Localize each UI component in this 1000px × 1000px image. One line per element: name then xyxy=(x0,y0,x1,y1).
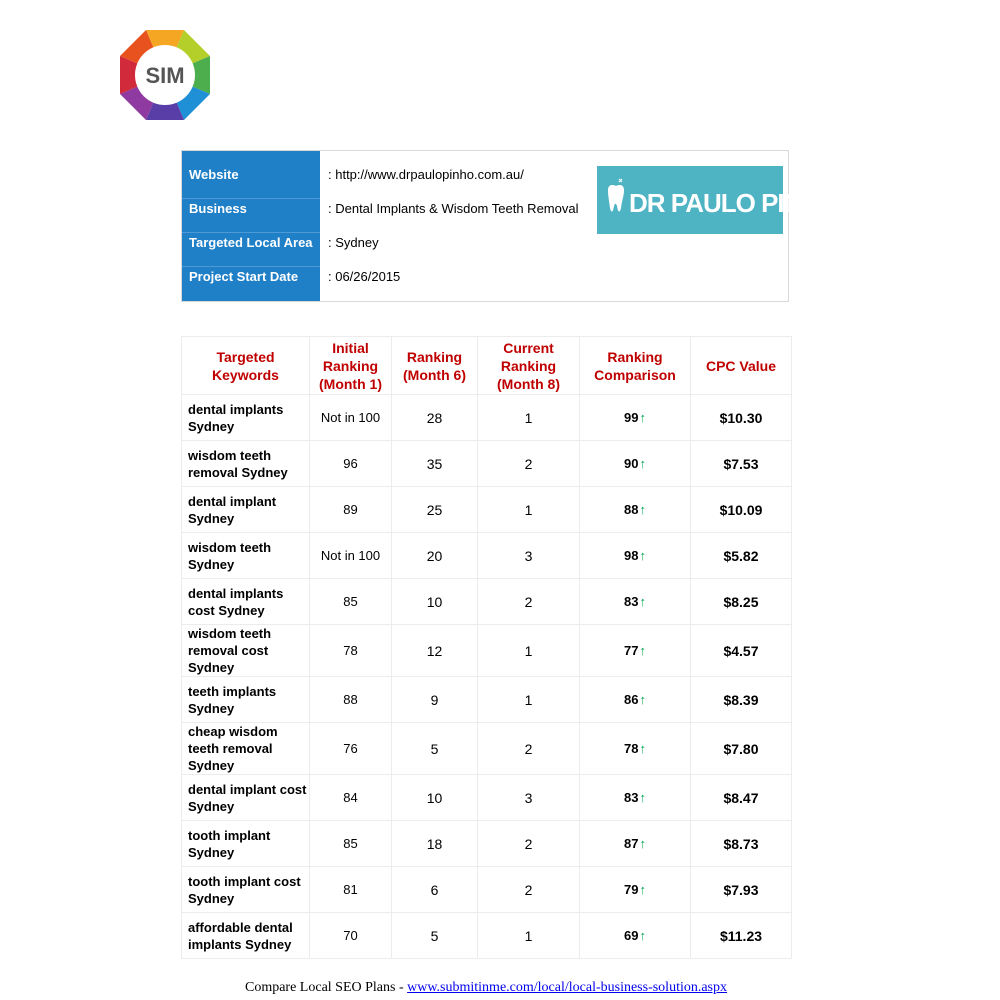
month6-ranking-text: 18 xyxy=(426,835,443,852)
cpc-value-cell xyxy=(691,395,792,441)
ranking-comparison-text: 83 xyxy=(624,790,639,805)
table-row xyxy=(182,579,792,625)
current-ranking-text: 1 xyxy=(524,927,533,944)
cpc-value-text: $10.09 xyxy=(719,501,763,518)
cpc-value-text: $8.73 xyxy=(723,835,759,852)
month6-ranking-text: 5 xyxy=(430,740,439,757)
ranking-comparison-cell xyxy=(580,533,691,579)
cpc-value-text: $8.47 xyxy=(723,789,759,806)
ranking-comparison-cell xyxy=(580,579,691,625)
ranking-comparison-text: 77 xyxy=(624,643,639,658)
initial-ranking-text: 88 xyxy=(343,692,358,707)
info-label-area: Targeted Local Area xyxy=(189,235,313,250)
up-arrow-icon: ↑ xyxy=(639,741,646,756)
info-value-website[interactable]: : http://www.drpaulopinho.com.au/ xyxy=(328,167,524,182)
ranking-comparison-text: 78 xyxy=(624,741,639,756)
month6-ranking-cell xyxy=(392,723,478,775)
cpc-value-cell xyxy=(691,533,792,579)
initial-ranking-text: 84 xyxy=(343,790,358,805)
month6-ranking-text: 25 xyxy=(426,501,443,518)
cpc-value-text: $10.30 xyxy=(719,409,763,426)
cpc-value-cell xyxy=(691,867,792,913)
info-value-start-date: : 06/26/2015 xyxy=(328,269,401,284)
cpc-value-text: $11.23 xyxy=(719,927,763,944)
current-ranking-text: 1 xyxy=(524,501,533,518)
keyword-text: dental implant Sydney xyxy=(188,493,277,526)
current-ranking-text: 2 xyxy=(524,835,533,852)
keyword-text: cheap wisdom teeth removal Sydney xyxy=(188,724,278,773)
keyword-text: dental implant cost Sydney xyxy=(188,781,307,814)
month6-ranking-cell xyxy=(392,487,478,533)
keyword-text: affordable dental implants Sydney xyxy=(188,919,293,952)
info-divider xyxy=(182,232,320,233)
month6-ranking-text: 5 xyxy=(430,927,439,944)
info-label-business: Business xyxy=(189,201,247,216)
month6-ranking-cell xyxy=(392,579,478,625)
keyword-text: dental implants Sydney xyxy=(188,401,284,434)
current-ranking-cell xyxy=(478,441,580,487)
initial-ranking-text: 70 xyxy=(343,928,358,943)
keyword-cell xyxy=(182,395,310,441)
footer xyxy=(0,980,972,996)
month6-ranking-text: 10 xyxy=(426,789,443,806)
month6-ranking-cell xyxy=(392,441,478,487)
keyword-text: wisdom teeth Sydney xyxy=(188,539,272,572)
initial-ranking-cell xyxy=(310,487,392,533)
ranking-comparison-text: 88 xyxy=(624,502,639,517)
ranking-comparison-cell xyxy=(580,723,691,775)
ranking-comparison-cell xyxy=(580,625,691,677)
table-row xyxy=(182,625,792,677)
keyword-text: wisdom teeth removal cost Sydney xyxy=(188,626,272,675)
initial-ranking-cell xyxy=(310,723,392,775)
month6-ranking-cell xyxy=(392,821,478,867)
current-ranking-text: 2 xyxy=(524,455,533,472)
keyword-text: tooth implant Sydney xyxy=(188,827,271,860)
ranking-comparison-cell xyxy=(580,677,691,723)
month6-ranking-text: 9 xyxy=(430,691,439,708)
month6-ranking-cell xyxy=(392,395,478,441)
current-ranking-text: 3 xyxy=(524,547,533,564)
initial-ranking-cell xyxy=(310,441,392,487)
month6-ranking-text: 28 xyxy=(426,409,443,426)
sim-logo xyxy=(120,30,210,120)
ranking-comparison-cell xyxy=(580,441,691,487)
current-ranking-cell xyxy=(478,625,580,677)
month6-ranking-text: 35 xyxy=(426,455,443,472)
header-cpc-value: CPC Value xyxy=(691,337,792,395)
cpc-value-cell xyxy=(691,821,792,867)
initial-ranking-cell xyxy=(310,867,392,913)
cpc-value-cell xyxy=(691,677,792,723)
table-row xyxy=(182,533,792,579)
initial-ranking-cell xyxy=(310,821,392,867)
current-ranking-cell xyxy=(478,867,580,913)
footer-prefix: Compare Local SEO Plans - xyxy=(244,980,408,995)
cpc-value-cell xyxy=(691,625,792,677)
cpc-value-cell xyxy=(691,723,792,775)
table-row xyxy=(182,913,792,959)
initial-ranking-text: 96 xyxy=(343,456,358,471)
ranking-comparison-cell xyxy=(580,821,691,867)
header-month6-ranking: Ranking (Month 6) xyxy=(392,337,478,395)
ranking-comparison-text: 99 xyxy=(624,410,639,425)
month6-ranking-text: 6 xyxy=(430,881,439,898)
info-label-start-date: Project Start Date xyxy=(189,269,299,284)
initial-ranking-cell xyxy=(310,533,392,579)
current-ranking-text: 2 xyxy=(524,881,533,898)
keyword-cell xyxy=(182,775,310,821)
header-current-ranking: Current Ranking (Month 8) xyxy=(478,337,580,395)
ranking-comparison-text: 83 xyxy=(624,594,639,609)
brand-name: DR PAULO PINHO xyxy=(629,188,839,218)
table-row xyxy=(182,775,792,821)
keyword-text: tooth implant cost Sydney xyxy=(188,873,301,906)
keyword-text: teeth implants Sydney xyxy=(188,683,277,716)
info-label-website: Website xyxy=(189,167,239,182)
keyword-cell xyxy=(182,533,310,579)
ranking-comparison-cell xyxy=(580,395,691,441)
ranking-comparison-cell xyxy=(580,867,691,913)
cpc-value-cell xyxy=(691,775,792,821)
cpc-value-text: $8.25 xyxy=(723,593,759,610)
current-ranking-cell xyxy=(478,533,580,579)
month6-ranking-text: 10 xyxy=(426,593,443,610)
current-ranking-cell xyxy=(478,913,580,959)
keyword-cell xyxy=(182,579,310,625)
current-ranking-text: 1 xyxy=(524,691,533,708)
up-arrow-icon: ↑ xyxy=(639,790,646,805)
keyword-cell xyxy=(182,867,310,913)
ranking-comparison-text: 90 xyxy=(624,456,639,471)
table-row xyxy=(182,723,792,775)
keyword-cell xyxy=(182,625,310,677)
up-arrow-icon: ↑ xyxy=(639,882,646,897)
info-value-business: : Dental Implants & Wisdom Teeth Removal xyxy=(328,201,579,216)
keyword-cell xyxy=(182,723,310,775)
keyword-cell xyxy=(182,487,310,533)
up-arrow-icon: ↑ xyxy=(639,594,646,609)
ranking-comparison-text: 98 xyxy=(624,548,639,563)
cpc-value-text: $7.53 xyxy=(723,455,759,472)
current-ranking-cell xyxy=(478,775,580,821)
current-ranking-text: 2 xyxy=(524,740,533,757)
initial-ranking-text: 89 xyxy=(343,502,358,517)
keyword-text: dental implants cost Sydney xyxy=(188,585,284,618)
up-arrow-icon: ↑ xyxy=(639,410,646,425)
header-keywords: Targeted Keywords xyxy=(182,337,310,395)
initial-ranking-cell xyxy=(310,677,392,723)
initial-ranking-cell xyxy=(310,913,392,959)
ranking-table xyxy=(181,336,792,959)
initial-ranking-text: 85 xyxy=(343,594,358,609)
month6-ranking-cell xyxy=(392,913,478,959)
table-row xyxy=(182,821,792,867)
initial-ranking-text: 81 xyxy=(343,882,358,897)
initial-ranking-cell xyxy=(310,579,392,625)
table-row xyxy=(182,395,792,441)
current-ranking-cell xyxy=(478,821,580,867)
sim-logo-text: SIM xyxy=(145,63,185,88)
current-ranking-cell xyxy=(478,487,580,533)
ranking-comparison-cell xyxy=(580,487,691,533)
up-arrow-icon: ↑ xyxy=(639,502,646,517)
up-arrow-icon: ↑ xyxy=(639,692,646,707)
keyword-text: wisdom teeth removal Sydney xyxy=(188,447,288,480)
month6-ranking-cell xyxy=(392,775,478,821)
info-divider xyxy=(182,198,320,199)
table-row xyxy=(182,677,792,723)
info-value-area: : Sydney xyxy=(328,235,379,250)
current-ranking-cell xyxy=(478,579,580,625)
ranking-comparison-cell xyxy=(580,775,691,821)
month6-ranking-text: 12 xyxy=(426,642,443,659)
month6-ranking-cell xyxy=(392,625,478,677)
month6-ranking-cell xyxy=(392,533,478,579)
ranking-comparison-text: 79 xyxy=(624,882,639,897)
up-arrow-icon: ↑ xyxy=(639,643,646,658)
up-arrow-icon: ↑ xyxy=(639,456,646,471)
client-brand-logo xyxy=(597,166,839,234)
cpc-value-text: $8.39 xyxy=(723,691,759,708)
up-arrow-icon: ↑ xyxy=(639,836,646,851)
footer-link[interactable]: www.submitinme.com/local/local-business-solution.aspx xyxy=(407,980,728,995)
initial-ranking-cell xyxy=(310,395,392,441)
month6-ranking-text: 20 xyxy=(426,547,443,564)
cpc-value-text: $7.80 xyxy=(723,740,759,757)
table-row xyxy=(182,487,792,533)
ranking-comparison-text: 86 xyxy=(624,692,639,707)
current-ranking-text: 3 xyxy=(524,789,533,806)
table-header-row xyxy=(182,337,792,395)
up-arrow-icon: ↑ xyxy=(639,928,646,943)
project-info-box xyxy=(181,150,839,302)
tooth-icon xyxy=(605,176,627,220)
ranking-comparison-text: 69 xyxy=(624,928,639,943)
initial-ranking-text: Not in 100 xyxy=(320,548,381,563)
initial-ranking-text: 78 xyxy=(343,643,358,658)
table-row xyxy=(182,867,792,913)
keyword-cell xyxy=(182,441,310,487)
ranking-comparison-text: 87 xyxy=(624,836,639,851)
cpc-value-cell xyxy=(691,441,792,487)
ranking-comparison-cell xyxy=(580,913,691,959)
keyword-cell xyxy=(182,821,310,867)
current-ranking-text: 1 xyxy=(524,642,533,659)
keyword-cell xyxy=(182,677,310,723)
cpc-value-text: $5.82 xyxy=(723,547,759,564)
month6-ranking-cell xyxy=(392,677,478,723)
initial-ranking-cell xyxy=(310,625,392,677)
initial-ranking-text: 85 xyxy=(343,836,358,851)
current-ranking-text: 2 xyxy=(524,593,533,610)
current-ranking-cell xyxy=(478,723,580,775)
cpc-value-cell xyxy=(691,487,792,533)
keyword-cell xyxy=(182,913,310,959)
sim-logo-octagon xyxy=(120,30,210,120)
cpc-value-text: $7.93 xyxy=(723,881,759,898)
header-ranking-comparison: Ranking Comparison xyxy=(580,337,691,395)
current-ranking-text: 1 xyxy=(524,409,533,426)
info-divider xyxy=(182,266,320,267)
up-arrow-icon: ↑ xyxy=(639,548,646,563)
cpc-value-cell xyxy=(691,913,792,959)
month6-ranking-cell xyxy=(392,867,478,913)
initial-ranking-text: 76 xyxy=(343,741,358,756)
cpc-value-text: $4.57 xyxy=(723,642,759,659)
cpc-value-cell xyxy=(691,579,792,625)
initial-ranking-text: Not in 100 xyxy=(320,410,381,425)
current-ranking-cell xyxy=(478,677,580,723)
header-initial-ranking: Initial Ranking (Month 1) xyxy=(310,337,392,395)
table-row xyxy=(182,441,792,487)
initial-ranking-cell xyxy=(310,775,392,821)
current-ranking-cell xyxy=(478,395,580,441)
